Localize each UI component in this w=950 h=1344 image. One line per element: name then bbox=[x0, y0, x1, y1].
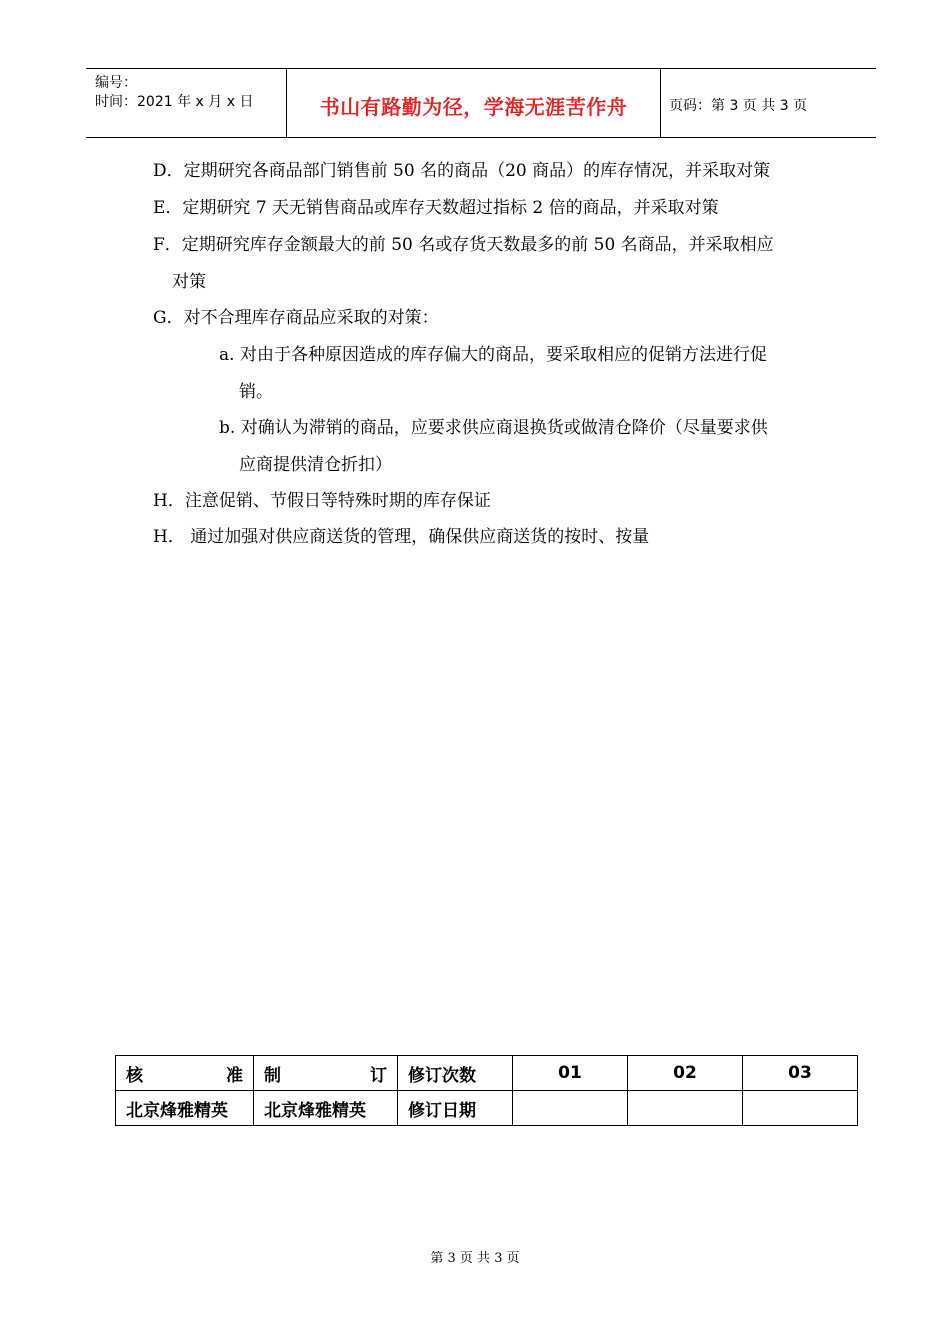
draft-cell bbox=[254, 1056, 398, 1091]
revision-02: 02 bbox=[628, 1056, 743, 1091]
page-footer: 第 3 页 共 3 页 bbox=[430, 1251, 520, 1266]
draft-char-1: 制 bbox=[264, 1065, 281, 1086]
document-time-label: 时间：2021 年 x 月 x 日 bbox=[95, 94, 254, 110]
drafter-name: 北京烽雅精英 bbox=[254, 1091, 398, 1126]
revision-date-02 bbox=[628, 1091, 743, 1126]
item-g-a: a. 对由于各种原因造成的库存偏大的商品，要采取相应的促销方法进行促 bbox=[219, 345, 767, 365]
revision-03: 03 bbox=[743, 1056, 858, 1091]
revision-count-label: 修订次数 bbox=[398, 1056, 513, 1091]
document-header bbox=[86, 68, 876, 138]
revision-date-label: 修订日期 bbox=[398, 1091, 513, 1126]
header-page-cell bbox=[661, 69, 876, 137]
approver-name: 北京烽雅精英 bbox=[116, 1091, 254, 1126]
document-number-label: 编号： bbox=[95, 75, 137, 91]
header-motto: 书山有路勤为径，学海无涯苦作舟 bbox=[319, 94, 628, 119]
item-g-b-continued: 应商提供清仓折扣） bbox=[239, 455, 392, 475]
approve-cell bbox=[116, 1056, 254, 1091]
item-f: F．定期研究库存金额最大的前 50 名或存货天数最多的前 50 名商品，并采取相应 bbox=[153, 235, 774, 255]
header-motto-cell bbox=[287, 69, 661, 137]
item-g-a-continued: 销。 bbox=[239, 382, 273, 402]
approve-char-2: 准 bbox=[226, 1065, 243, 1086]
item-d: D．定期研究各商品部门销售前 50 名的商品（20 商品）的库存情况，并采取对策 bbox=[153, 161, 771, 181]
approval-table bbox=[115, 1055, 858, 1126]
header-meta bbox=[86, 69, 287, 137]
table-row bbox=[116, 1056, 858, 1091]
item-f-continued: 对策 bbox=[172, 272, 206, 292]
revision-01: 01 bbox=[513, 1056, 628, 1091]
item-h-second: H． 通过加强对供应商送货的管理，确保供应商送货的按时、按量 bbox=[153, 527, 650, 547]
revision-date-01 bbox=[513, 1091, 628, 1126]
item-g-b: b. 对确认为滞销的商品，应要求供应商退换货或做清仓降价（尽量要求供 bbox=[219, 418, 768, 438]
item-e: E．定期研究 7 天无销售商品或库存天数超过指标 2 倍的商品，并采取对策 bbox=[153, 198, 719, 218]
approve-char-1: 核 bbox=[126, 1065, 143, 1086]
item-g: G．对不合理库存商品应采取的对策： bbox=[153, 308, 439, 328]
table-row bbox=[116, 1091, 858, 1126]
draft-char-2: 订 bbox=[370, 1065, 387, 1086]
header-page-label: 页码：第 3 页 共 3 页 bbox=[669, 98, 808, 114]
revision-date-03 bbox=[743, 1091, 858, 1126]
item-h: H．注意促销、节假日等特殊时期的库存保证 bbox=[153, 491, 491, 511]
